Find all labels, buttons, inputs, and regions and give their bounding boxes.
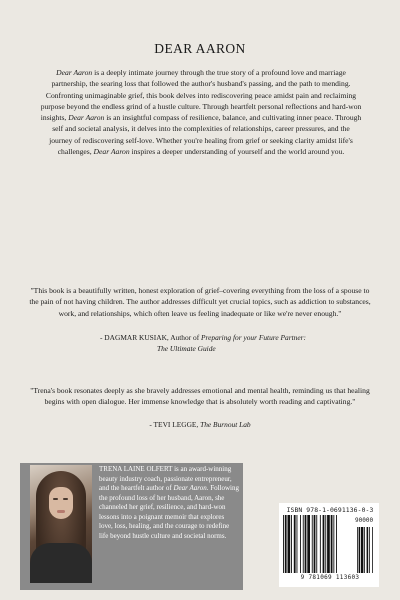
book-description (40, 67, 362, 157)
testimonial-2-source: The Burnout Lab (200, 420, 251, 429)
testimonial-2: "Trena's book resonates deeply as she bravely addresses emotional and mental health, reminding us that healing begins with open dialogue. Her immense knowledge that is absolutely worth reading and captivating." (30, 386, 370, 407)
author-bio-book: Dear Aaron (173, 484, 207, 492)
author-bio (99, 465, 239, 541)
author-photo (30, 465, 92, 583)
blurb-text-1: is a deeply intimate journey through the true story of a profound love and marriage partnership, the searing loss that followed the author's husband's passing, and the path to mending. Confronting unimaginable grief, this book delves into rediscovering peace amidst pain and reclaiming purpose beyond the endless grind of a hustle culture. Through heartfelt personal reflections and hard-won insights, (40, 68, 362, 123)
testimonial-2-author: - TEVI LEGGE, (149, 420, 201, 429)
testimonial-2-attribution (0, 420, 400, 429)
blurb-text-3: inspires a deeper understanding of yourself and the world around you. (129, 147, 345, 157)
blurb-title-italic-3: Dear Aaron (93, 147, 130, 157)
testimonial-1-book-b: The Ultimate Guide (157, 343, 216, 353)
price-code: 90000 (355, 517, 374, 524)
isbn-label: ISBN 978-1-0691136-0-3 (286, 506, 374, 514)
blurb-title-italic-1: Dear Aaron (56, 68, 93, 77)
book-title: DEAR AARON (154, 41, 246, 56)
testimonial-1-author: - DAGMAR KUSIAK, Author of (100, 333, 202, 342)
testimonial-1-attribution (100, 333, 340, 354)
blurb-title-italic-2: Dear Aaron (68, 113, 105, 123)
author-bio-text-a: TRENA LAINE OLFERT is an award-winning beauty industry coach, passionate entrepreneur, and the heartfelt author of (99, 465, 232, 492)
author-bio-text-b: . Following the profound loss of her husband, Aaron, she channeled her grief, resilience, and hard-won lessons into a poignant memoir that explores love, loss, healing, and the courage to redefine life beyond hustle culture and societal norms. (99, 484, 239, 540)
testimonial-1: "This book is a beautifully written, honest exploration of grief–covering everything from the loss of a spouse to the pain of not having children. The author addresses difficult yet crucial topics, such as addiction to substances, work, and relationships, which often leave us feeling inadequate or like we're never enough." (29, 286, 371, 318)
testimonial-1-book-a: Preparing for your Future Partner: (201, 333, 306, 342)
barcode-number: 9 781069 113603 (300, 574, 360, 581)
blurb-text-2: is an insightful compass of resilience, balance, and cultivating inner peace. Through self and societal analysis, it delves into the complexities of relationships, career pressures, and the journey of rediscovering self-love. Whether you're healing from grief or seeking clarity amidst life's challenges, (49, 113, 362, 157)
